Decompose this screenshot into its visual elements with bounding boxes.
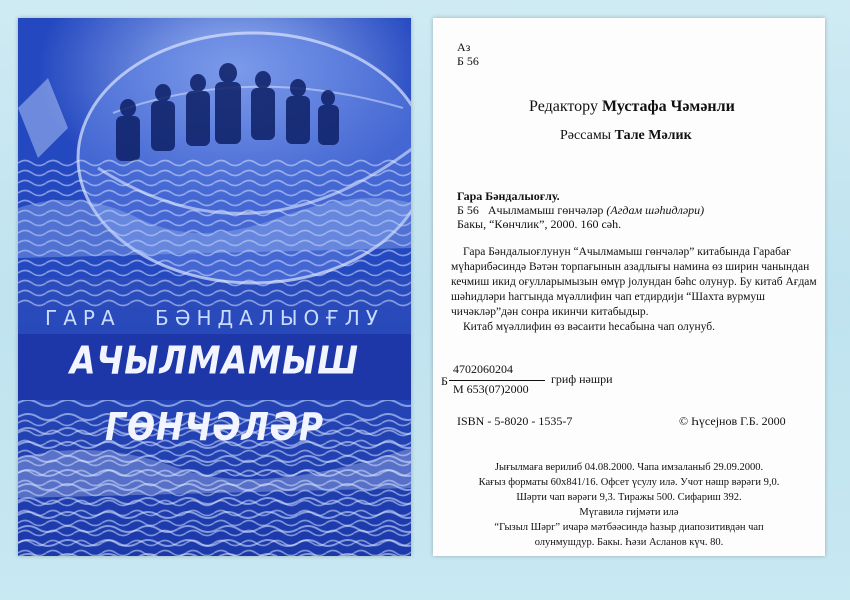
imprint-line-2: Кағыз форматы 60х841/16. Офсет үсулу илә. Учот нәшр вәрәги 9,0. xyxy=(478,477,780,488)
description-line-6: Китаб мүәллифин өз вәсаити һесабына чап олунуб. xyxy=(463,321,716,333)
classification-code: Аз xyxy=(457,40,471,54)
description-line-2: мүһарибәсиндә Вәтән торпағынын азадлығы намина өз ширин чанындан xyxy=(451,261,810,273)
book-title: Ачылмамыш гөнчәләр xyxy=(487,203,604,217)
imprint-line-6: олунмушдур. Бакы. Һәзи Асланов күч. 80. xyxy=(534,537,724,548)
cover-artwork xyxy=(18,18,411,556)
artist-line xyxy=(560,128,692,144)
artist-name: Тале Мәлик xyxy=(614,128,692,143)
imprint-line-4: Мүгавилә гијмәти илә xyxy=(579,507,679,518)
cat-code: Б 56 xyxy=(457,203,479,217)
description-line-3: кечмиш икид оғулларымызын өмүр јолундан бәһс олунур. Бу китаб Ағдам xyxy=(451,276,817,288)
description-line-4: шәһидләри һаггында мүәллифин чап етдирдији “Шахта вурмуш xyxy=(451,291,765,303)
cover-title: АЧЫЛМАМЫШ ГӨНЧӘЛӘР xyxy=(70,337,359,450)
isbn: ISBN - 5-8020 - 1535-7 xyxy=(457,414,573,428)
cover-author: ГАРА БӘНДАЛЫОҒЛУ xyxy=(45,306,384,330)
artist-label: Рәссамы xyxy=(560,128,612,143)
editor-line xyxy=(529,98,735,116)
book-cover xyxy=(18,18,411,556)
publisher-line: Бакы, “Көнчлик”, 2000. 160 сәһ. xyxy=(457,217,622,231)
fraction-denominator: М 653(07)2000 xyxy=(453,382,529,396)
description-line-5: чичәкләр”дән сонра икинчи китабыдыр. xyxy=(451,306,649,318)
copyright: © Һүсејнов Г.Б. 2000 xyxy=(679,414,786,428)
imprint-line-1: Јығылмаға верилиб 04.08.2000. Чапа имзаланыб 29.09.2000. xyxy=(494,462,764,473)
catalog-code: Б 56 xyxy=(457,54,479,68)
imprint-page xyxy=(433,18,825,556)
imprint-line-3: Шәрти чап вәрәги 9,3. Тиражы 500. Сифариш 392. xyxy=(516,492,742,503)
book-subtitle: (Агдам шәһидләри) xyxy=(606,203,705,217)
fraction-letter: Б xyxy=(441,374,448,388)
fraction-bar xyxy=(449,380,545,381)
editor-label: Редактору xyxy=(529,98,598,115)
editor-name: Мустафа Чәмәнли xyxy=(601,98,735,115)
imprint-line-5: “Гызыл Шәрг” ичарә мәтбәәсиндә һазыр диапозитивдән чап xyxy=(494,522,764,533)
author-line: Гара Бәндалыоғлу. xyxy=(457,189,560,203)
title-line xyxy=(457,203,704,218)
fraction-numerator: 4702060204 xyxy=(453,362,513,376)
grif-label: гриф нәшри xyxy=(551,372,613,386)
description-line-1: Гара Бәндалыоғлунун “Ачылмамыш гөнчәләр” китабында Гарабағ xyxy=(463,246,791,258)
